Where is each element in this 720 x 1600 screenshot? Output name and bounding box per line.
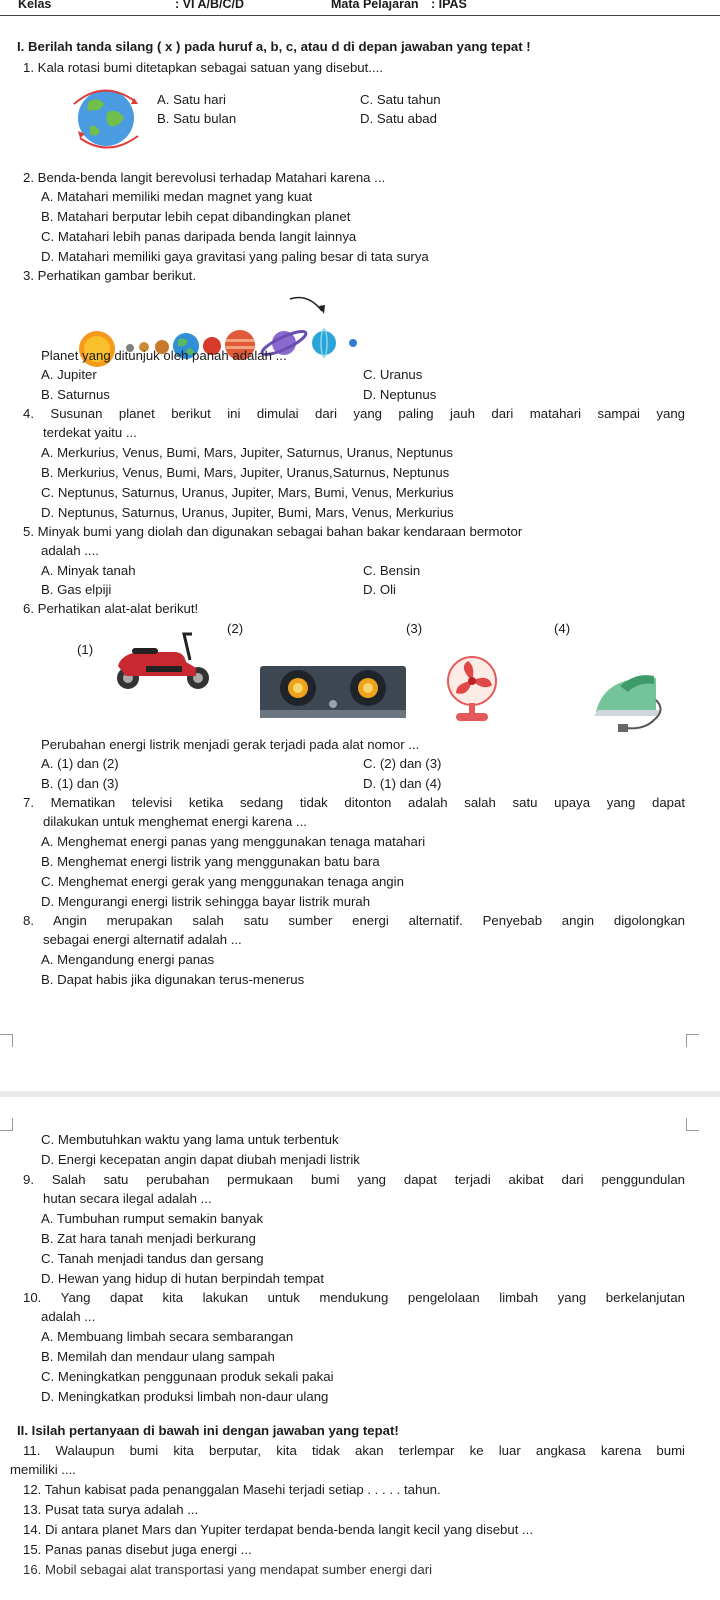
q3-option-c[interactable]: C. Uranus	[363, 367, 423, 382]
class-value: : VI A/B/C/D	[175, 0, 244, 11]
q10-option-b[interactable]: B. Memilah dan mendaur ulang sampah	[41, 1349, 275, 1364]
page-break	[0, 1091, 720, 1097]
q5-option-a[interactable]: A. Minyak tanah	[41, 563, 136, 578]
page-corner-mark	[686, 1034, 699, 1047]
q9-option-a[interactable]: A. Tumbuhan rumput semakin banyak	[41, 1211, 264, 1226]
q6-prompt: Perubahan energi listrik menjadi gerak terjadi pada alat nomor ...	[41, 737, 420, 752]
q4-option-d[interactable]: D. Neptunus, Saturnus, Uranus, Jupiter, Bumi, Mars, Venus, Merkurius	[41, 505, 454, 520]
q3-prompt: Planet yang ditunjuk oleh panah adalah ...	[41, 348, 287, 363]
section-2-title: II. Isilah pertanyaan di bawah ini dengan jawaban yang tepat!	[17, 1423, 399, 1438]
q3-stem: 3. Perhatikan gambar berikut.	[23, 268, 196, 283]
q6-stem: 6. Perhatikan alat-alat berikut!	[23, 601, 199, 616]
subject-label: Mata Pelajaran	[331, 0, 419, 11]
q7-option-b[interactable]: B. Menghemat energi listrik yang menggunakan batu bara	[41, 854, 380, 869]
q1-option-d[interactable]: D. Satu abad	[360, 111, 437, 126]
q7-option-a[interactable]: A. Menghemat energi panas yang menggunakan tenaga matahari	[41, 834, 426, 849]
q8-option-c[interactable]: C. Membutuhkan waktu yang lama untuk terbentuk	[41, 1132, 339, 1147]
q7-option-d[interactable]: D. Mengurangi energi listrik sehingga bayar listrik murah	[41, 894, 371, 909]
q9-stem-cont: hutan secara ilegal adalah ...	[43, 1191, 212, 1206]
q1-option-a[interactable]: A. Satu hari	[157, 92, 226, 107]
q12-text: 12. Tahun kabisat pada penanggalan Masehi terjadi setiap . . . . . tahun.	[23, 1482, 441, 1497]
class-label: Kelas	[18, 0, 52, 11]
q9-option-d[interactable]: D. Hewan yang hidup di hutan berpindah tempat	[41, 1271, 324, 1286]
q6-option-c[interactable]: C. (2) dan (3)	[363, 756, 442, 771]
q2-option-a[interactable]: A. Matahari memiliki medan magnet yang kuat	[41, 189, 313, 204]
q8-option-b[interactable]: B. Dapat habis jika digunakan terus-menerus	[41, 972, 305, 987]
q6-label-3: (3)	[406, 621, 423, 636]
q4-option-b[interactable]: B. Merkurius, Venus, Bumi, Mars, Jupiter, Uranus,Saturnus, Neptunus	[41, 465, 450, 480]
q2-option-d[interactable]: D. Matahari memiliki gaya gravitasi yang paling besar di tata surya	[41, 249, 429, 264]
q6-label-4: (4)	[554, 621, 571, 636]
electric-fan-icon	[442, 655, 502, 725]
q11-text: 11. Walaupun bumi kita berputar, kita tidak akan terlempar ke luar angkasa karena bumi	[23, 1443, 685, 1458]
uranus-icon	[312, 331, 336, 355]
q4-stem: 4. Susunan planet berikut ini dimulai dari yang paling jauh dari matahari sampai yang	[23, 406, 685, 421]
q6-option-a[interactable]: A. (1) dan (2)	[41, 756, 119, 771]
q6-option-d[interactable]: D. (1) dan (4)	[363, 776, 442, 791]
q8-stem-cont: sebagai energi alternatif adalah ...	[43, 932, 242, 947]
q1-stem: 1. Kala rotasi bumi ditetapkan sebagai satuan yang disebut....	[23, 60, 383, 75]
section-1-title: I. Berilah tanda silang ( x ) pada huruf a, b, c, atau d di depan jawaban yang tepat !	[17, 39, 531, 54]
page-corner-mark	[686, 1118, 699, 1131]
subject-value: : IPAS	[431, 0, 467, 11]
q6-option-b[interactable]: B. (1) dan (3)	[41, 776, 119, 791]
q3-option-b[interactable]: B. Saturnus	[41, 387, 110, 402]
gas-stove-icon	[258, 662, 408, 722]
electric-scooter-icon	[110, 630, 218, 692]
q5-option-b[interactable]: B. Gas elpiji	[41, 582, 112, 597]
q2-stem: 2. Benda-benda langit berevolusi terhadap Matahari karena ...	[23, 170, 386, 185]
page-corner-mark	[0, 1034, 13, 1047]
q9-option-b[interactable]: B. Zat hara tanah menjadi berkurang	[41, 1231, 256, 1246]
q4-option-c[interactable]: C. Neptunus, Saturnus, Uranus, Jupiter, Mars, Bumi, Venus, Merkurius	[41, 485, 454, 500]
header-rule	[0, 15, 720, 16]
q7-stem: 7. Mematikan televisi ketika sedang tidak ditonton adalah salah satu upaya yang dapat	[23, 795, 685, 810]
q4-stem-cont: terdekat yaitu ...	[43, 425, 137, 440]
q6-label-2: (2)	[227, 621, 244, 636]
pointer-arrow	[290, 298, 322, 312]
q10-option-a[interactable]: A. Membuang limbah secara sembarangan	[41, 1329, 294, 1344]
q16-text: 16. Mobil sebagai alat transportasi yang mendapat sumber energi dari	[23, 1562, 433, 1577]
q11-text-cont: memiliki ....	[10, 1462, 76, 1477]
electric-iron-icon	[590, 660, 670, 740]
q1-option-b[interactable]: B. Satu bulan	[157, 111, 237, 126]
q4-option-a[interactable]: A. Merkurius, Venus, Bumi, Mars, Jupiter, Saturnus, Uranus, Neptunus	[41, 445, 453, 460]
neptune-icon	[349, 339, 357, 347]
q9-stem: 9. Salah satu perubahan permukaan bumi yang dapat terjadi akibat dari penggundulan	[23, 1172, 685, 1187]
q10-stem-cont: adalah ...	[41, 1309, 96, 1324]
rotating-earth-icon	[66, 82, 148, 152]
page-corner-mark	[0, 1118, 13, 1131]
q7-option-c[interactable]: C. Menghemat energi gerak yang menggunakan tenaga angin	[41, 874, 404, 889]
q10-stem: 10. Yang dapat kita lakukan untuk mendukung pengelolaan limbah yang berkelanjutan	[23, 1290, 685, 1305]
q8-option-a[interactable]: A. Mengandung energi panas	[41, 952, 215, 967]
q5-stem: 5. Minyak bumi yang diolah dan digunakan sebagai bahan bakar kendaraan bermotor	[23, 524, 523, 539]
q8-option-d[interactable]: D. Energi kecepatan angin dapat diubah menjadi listrik	[41, 1152, 360, 1167]
q5-option-c[interactable]: C. Bensin	[363, 563, 421, 578]
q5-option-d[interactable]: D. Oli	[363, 582, 396, 597]
q8-stem: 8. Angin merupakan salah satu sumber energi alternatif. Penyebab angin digolongkan	[23, 913, 685, 928]
q7-stem-cont: dilakukan untuk menghemat energi karena ...	[43, 814, 307, 829]
q1-option-c[interactable]: C. Satu tahun	[360, 92, 441, 107]
q2-option-b[interactable]: B. Matahari berputar lebih cepat dibandingkan planet	[41, 209, 351, 224]
q10-option-d[interactable]: D. Meningkatkan produksi limbah non-daur ulang	[41, 1389, 329, 1404]
q15-text: 15. Panas panas disebut juga energi ...	[23, 1542, 252, 1557]
q3-option-a[interactable]: A. Jupiter	[41, 367, 97, 382]
q5-stem-cont: adalah ....	[41, 543, 99, 558]
q10-option-c[interactable]: C. Meningkatkan penggunaan produk sekali pakai	[41, 1369, 334, 1384]
q2-option-c[interactable]: C. Matahari lebih panas daripada benda langit lainnya	[41, 229, 357, 244]
q14-text: 14. Di antara planet Mars dan Yupiter terdapat benda-benda langit kecil yang disebut ...	[23, 1522, 534, 1537]
q6-label-1: (1)	[77, 642, 94, 657]
q13-text: 13. Pusat tata surya adalah ...	[23, 1502, 199, 1517]
q3-option-d[interactable]: D. Neptunus	[363, 387, 437, 402]
q9-option-c[interactable]: C. Tanah menjadi tandus dan gersang	[41, 1251, 264, 1266]
